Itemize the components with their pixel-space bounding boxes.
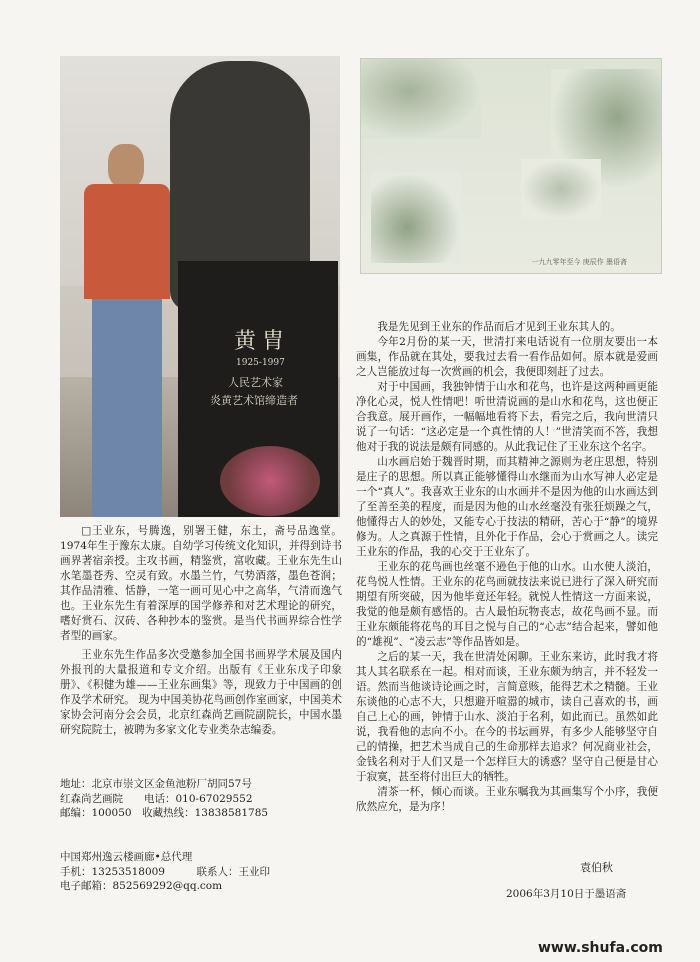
preface-paragraph-7: 清茶一杯，倾心而谈。王业东嘱我为其画集写个小序，我便欣然应允，是为序！ [356, 786, 658, 813]
painting-rocks [371, 173, 461, 263]
artist-photo [60, 56, 340, 517]
contact-postcode: 邮编：100050 收藏热线：13838581785 [60, 807, 269, 819]
preface-paragraph-1: 我是先见到王业东的作品而后才见到王业东其人的。 [377, 321, 621, 333]
preface-paragraph-4: 山水画启始于魏晋时期，而其精神之源则为老庄思想，特别是庄子的思想。所以真正能够懂得山水继而为山水写神人必定是一个“真人”。我喜欢王业东的山水画并不是因为他的山水画达到了至善至美的程度，而是因为他的山水丝毫没有张狂烦躁之气，他懂得古人的妙处，又能专心于技法的精研，苦心于“静”的境界修为。人之真源于性情，且外化于作品，会心于赏画之人。读完王业东的作品，我的心交于王业东了。 [356, 456, 658, 558]
painting-trees-left [361, 59, 481, 139]
artist-figure [78, 144, 173, 517]
contact-block [60, 777, 350, 821]
painting-inscription: 一九九零年至今 庚辰作 墨语斋 [531, 258, 627, 266]
site-watermark: www.shufa.com [538, 940, 663, 956]
preface-paragraph-6: 之后的某一天，我在世清处闲聊。王业东来访，此时我才将其人其名联系在一起。相对而谈，王业东颇为纳言，并不轻发一语。然而当他谈诗论画之时，言简意赅，能得艺术之精髓。王业东谈他的心志不大，只想避开喧嚣的城市，读自己喜欢的书，画自己上心的画，钟情于山水、淡泊于名利，如此而已。虽然如此说，我看他的志向不小。在今的书坛画界，有多少人能够坚守自己的情操，把艺术当成自己的生命那样去追求？何况商业社会，金钱名利对于人们又是一个怎样巨大的诱惑？坚守自己便是甘心于寂寞，甚至将付出巨大的牺牲。 [356, 651, 658, 783]
preface-paragraph-3: 对于中国画，我独钟情于山水和花鸟，也许是这两种画更能净化心灵，悦人性情吧！听世清说画的是山水和花鸟，这也便正合我意。展开画作，一幅幅地看将下去，看完之后，我向世清只说了一句话：“这必定是一个真性情的人！”世清笑而不答，我想他对于我的说法是颇有同感的。从此我记住了王业东这个名字。 [356, 381, 658, 453]
bio-paragraph-2: 王业东先生作品多次受邀参加全国书画界学术展及国内外报刊的大量报道和专文介绍。出版有《王业东戊子印象册》、《积健为雄——王业东画集》等，现致力于中国画的创作及学术研究。 现为中国美协花鸟画创作室画家，中国美术家协会河南分会会员，北京红森尚艺画院副院长，中国水墨研究院院士，被聘为多家文化专业类杂志编委。 [60, 649, 342, 736]
pedestal-years: 1925-1997 [236, 358, 285, 368]
agent-phone: 手机：13253518009 联系人：王业印 [60, 865, 270, 878]
pedestal-inscription-1: 人民艺术家 [228, 376, 283, 389]
contact-address: 地址：北京市崇文区金鱼池粉厂胡同57号 [60, 778, 252, 790]
artist-shirt [84, 184, 170, 299]
artist-jeans [92, 299, 162, 517]
preface-paragraph-5: 王业东的花鸟画也丝毫不逊色于他的山水。山水使人淡泊，花鸟悦人性情。王业东的花鸟画就技法来说已进行了深入研究而期望有所突破，因为他毕竟还年轻。就悦人性情这一方面来说，我觉的他是颇有感悟的。古人最怕玩物丧志，故花鸟画不显。而王业东颇能将花鸟的耳目之悦与自己的“心志”结合起来，譬如他的“雄视”、“凌云志”等作品皆如是。 [356, 561, 658, 648]
preface-paragraph-2: 今年2月份的某一天，世清打来电话说有一位朋友要出一本画集，作品就在其处，要我过去看一看作品如何。原本就是爱画之人岂能放过每一次赏画的机会，我便即刻赶了过去。 [356, 336, 658, 378]
agent-email: 电子邮箱：852569292@qq.com [60, 880, 223, 892]
preface-text [356, 320, 658, 815]
agent-block [60, 850, 350, 894]
landscape-painting [360, 58, 662, 274]
artist-head [108, 144, 144, 188]
painting-mist [521, 159, 601, 219]
pedestal-name: 黄胄 [234, 329, 291, 354]
contact-gallery: 红森尚艺画院 电话：010-67029552 [60, 792, 253, 805]
author-signature: 袁伯秋 [580, 861, 613, 874]
preface-date: 2006年3月10日于墨语斋 [506, 888, 627, 900]
pedestal-inscription-2: 炎黄艺术馆缔造者 [210, 394, 298, 407]
artist-biography [60, 524, 342, 738]
agent-title: 中国郑州逸云楼画廊•总代理 [60, 851, 193, 863]
bio-paragraph-1: □王业东，号腾逸，别署王健，东土，斋号品逸堂。1974年生于豫东太康。自幼学习传统文化知识，并得到诗书画界著宿亲授。主攻书画，精鉴赏，富收藏。王业东先生山水笔墨苍秀、空灵有致。水墨兰竹，气势酒落，墨色苍润；其作品清雅、恬静，一笔一画可见心中之高华，气清而逸气也。王业东先生有着深厚的国学修养和对艺术理论的研究，嗜好赏石、汉砖、各种抄本的鉴赏。是当代书画界综合性学者型的画家。 [60, 525, 342, 642]
flower-basket [220, 446, 320, 516]
